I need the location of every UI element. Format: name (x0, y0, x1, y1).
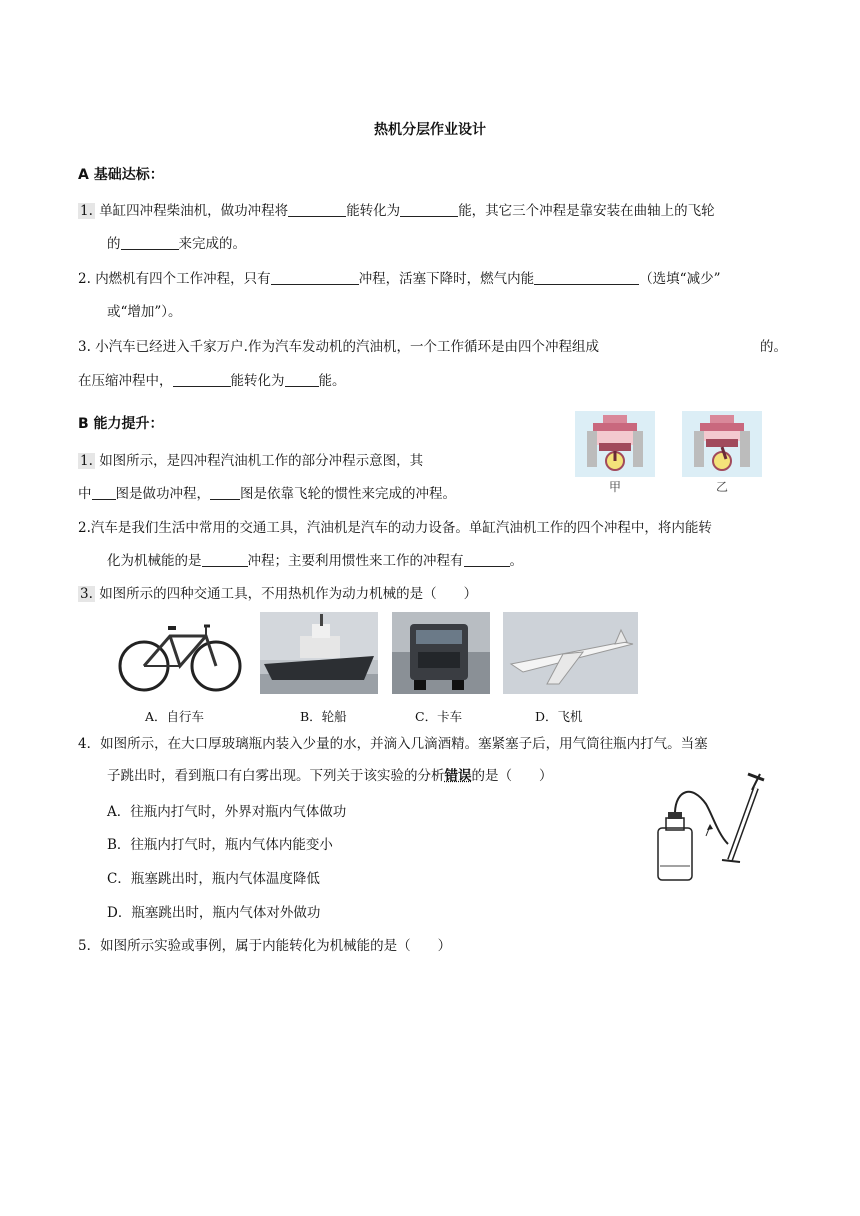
truck-image (392, 612, 490, 694)
b-q4-line1: 4．如图所示，在大口厚玻璃瓶内装入少量的水，并滴入几滴酒精。塞紧塞子后，用气筒往瓶内打气。当塞 (78, 736, 708, 752)
b-q4-option-c: C．瓶塞跳出时，瓶内气体温度降低 (107, 871, 320, 887)
b-q4-option-b: B．往瓶内打气时，瓶内气体内能变小 (107, 837, 333, 853)
pump-bottle-image (652, 770, 767, 885)
option-a-caption: A．自行车 (145, 709, 205, 724)
b-q2-line2: 化为机械能的是 冲程；主要利用惯性来工作的冲程有 。 (107, 553, 523, 569)
b-q4-option-a: A．往瓶内打气时，外界对瓶内气体做功 (107, 804, 347, 820)
ship-image (260, 612, 378, 694)
b-q4-line2: 子跳出时，看到瓶口有白雾出现。下列关于该实验的分析错误的是（ ） (107, 768, 553, 784)
a-q1-line1: 1. 单缸四冲程柴油机，做功冲程将 能转化为 能，其它三个冲程是靠安装在曲轴上的飞轮 (80, 203, 715, 219)
a-q3-line2: 在压缩冲程中， 能转化为 能。 (78, 373, 346, 389)
option-b-caption: B．轮船 (300, 709, 347, 724)
a-q2-line2: 或“增加”）。 (107, 304, 182, 320)
b-q3-line: 3. 如图所示的四种交通工具，不用热机作为动力机械的是（ ） (80, 586, 478, 602)
a-q2-line1: 2. 内燃机有四个工作冲程，只有 冲程，活塞下降时，燃气内能 （选填“减少” (78, 271, 721, 287)
b-q1-line1: 1. 如图所示，是四冲程汽油机工作的部分冲程示意图，其 (80, 453, 424, 469)
page-title: 热机分层作业设计 (374, 122, 486, 138)
engine-label-yi: 乙 (716, 480, 729, 494)
engine-label-jia: 甲 (609, 480, 622, 494)
a-q1-line2: 的 来完成的。 (107, 236, 246, 252)
b-q5-line: 5．如图所示实验或事例，属于内能转化为机械能的是（ ） (78, 938, 452, 954)
engine-diagram-yi (682, 411, 762, 477)
emphasis-wrong: 错误 (444, 768, 472, 784)
a-q3-line1-end: 的。 (760, 339, 787, 355)
bicycle-image (114, 612, 246, 694)
section-a-heading: A 基础达标： (78, 167, 164, 183)
airplane-image (503, 612, 638, 694)
section-b-heading: B 能力提升： (78, 416, 164, 432)
a-q3-line1: 3. 小汽车已经进入千家万户.作为汽车发动机的汽油机，一个工作循环是由四个冲程组成 (78, 339, 599, 355)
option-d-caption: D．飞机 (535, 709, 583, 724)
b-q1-line2: 中 图是做功冲程， 图是依靠飞轮的惯性来完成的冲程。 (78, 486, 456, 502)
engine-diagram-jia (575, 411, 655, 477)
option-c-caption: C．卡车 (415, 709, 463, 724)
b-q2-line1: 2.汽车是我们生活中常用的交通工具，汽油机是汽车的动力设备。单缸汽油机工作的四个冲程中，将内能转 (78, 520, 712, 536)
b-q4-option-d: D．瓶塞跳出时，瓶内气体对外做功 (107, 905, 321, 921)
